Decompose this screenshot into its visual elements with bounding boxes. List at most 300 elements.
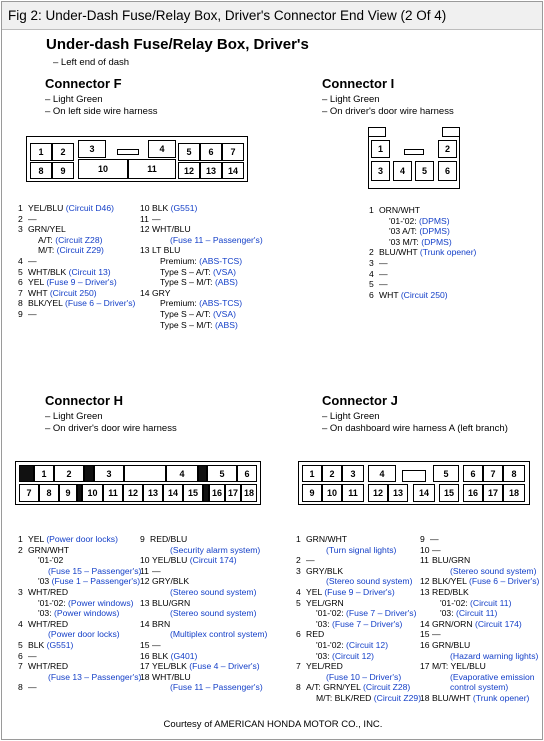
- cavity-h4: 4: [166, 465, 198, 482]
- wire-color: BLK: [152, 203, 171, 213]
- cavity-h14: 14: [163, 484, 183, 502]
- pin-row: [140, 651, 267, 662]
- pin-row: [140, 661, 267, 672]
- pin-row: [296, 598, 421, 609]
- pin-row: [420, 629, 539, 640]
- pin-number: 13: [140, 597, 150, 608]
- cavity-f6: 6: [200, 143, 222, 161]
- circuit-link[interactable]: (Security alarm system): [170, 544, 261, 555]
- pin-row: [140, 277, 263, 288]
- pin-row: [140, 587, 267, 598]
- wire-color: YEL: [306, 586, 325, 597]
- wire-color: —: [28, 255, 37, 266]
- pin-number: 9: [420, 534, 425, 544]
- connector-j-pinout-left: [296, 534, 421, 704]
- cavity-i5: 5: [415, 161, 434, 181]
- wire-color: BLK: [28, 639, 47, 650]
- wire-color: WHT/RED: [28, 661, 69, 672]
- pin-row: [140, 203, 263, 214]
- cavity-h5: 5: [207, 465, 237, 482]
- circuit-link[interactable]: (Fuse 6 – Driver's): [64, 298, 136, 309]
- pin-row: [296, 619, 421, 630]
- cavity-j8: 8: [503, 465, 525, 482]
- credit-line: Courtesy of AMERICAN HONDA MOTOR CO., INC.: [163, 719, 383, 730]
- note-line: – On dashboard wire harness A (left branch): [322, 422, 508, 434]
- pin-number: 5: [369, 279, 374, 290]
- connector-h-pinout-left: [18, 534, 141, 693]
- circuit-link[interactable]: (Circuit 12): [346, 639, 389, 650]
- circuit-link[interactable]: (Fuse 9 – Driver's): [324, 586, 395, 597]
- circuit-link[interactable]: (Circuit Z28): [363, 682, 411, 693]
- circuit-link[interactable]: (Fuse 13 – Passenger's): [48, 671, 142, 682]
- pin-row: [18, 288, 135, 299]
- wire-color: [150, 587, 160, 597]
- cavity-h7: 7: [19, 484, 39, 502]
- cavity-j3: 3: [342, 465, 364, 482]
- pin-row: [420, 545, 539, 556]
- page-heading: Under-dash Fuse/Relay Box, Driver's: [46, 36, 309, 53]
- wire-color: —: [379, 279, 388, 290]
- pin-row: [296, 534, 421, 545]
- circuit-link[interactable]: (DPMS): [421, 236, 452, 247]
- circuit-link[interactable]: (Circuit 11): [470, 597, 512, 608]
- wire-color: '03:: [440, 608, 456, 619]
- wire-color: [306, 672, 316, 682]
- pin-row: [18, 661, 141, 672]
- wire-color: GRN/WHT: [306, 534, 348, 544]
- connector-j-notes: [322, 411, 508, 434]
- cavity-h10: 10: [82, 484, 103, 502]
- pin-row: [369, 237, 476, 248]
- wire-color: —: [28, 213, 37, 224]
- circuit-link[interactable]: (Hazard warning lights): [450, 650, 539, 661]
- circuit-link[interactable]: (Fuse 7 – Driver's): [346, 608, 417, 619]
- pin-number: 3: [296, 565, 301, 576]
- circuit-link[interactable]: (Multiplex control system): [170, 629, 268, 640]
- circuit-link[interactable]: (Circuit 13): [68, 266, 111, 277]
- pin-number: 5: [296, 597, 301, 608]
- pin-number: 12: [140, 576, 150, 587]
- pin-row: [18, 256, 135, 267]
- wire-color: M/T:: [38, 245, 57, 256]
- wire-color: [28, 672, 38, 682]
- pin-row: [420, 619, 539, 630]
- connector-j-pinout-right: [420, 534, 539, 704]
- pin-number: 9: [140, 534, 145, 544]
- wire-color: '03:: [38, 608, 54, 619]
- pin-row: [18, 277, 135, 288]
- circuit-link[interactable]: (Trunk opener): [419, 247, 477, 258]
- wire-color: —: [152, 639, 161, 650]
- pin-number: 1: [296, 534, 301, 544]
- cavity-h16: 16: [209, 484, 225, 502]
- circuit-link[interactable]: control system): [450, 682, 509, 693]
- cavity-h17: 17: [225, 484, 241, 502]
- pin-row: [296, 608, 421, 619]
- figure-title: Fig 2: Under-Dash Fuse/Relay Box, Driver's Connector End View (2 Of 4): [2, 2, 542, 30]
- cavity-h3: 3: [94, 465, 124, 482]
- pin-row: [18, 235, 135, 246]
- cavity-h15: 15: [183, 484, 203, 502]
- wire-color: Premium:: [160, 298, 200, 309]
- circuit-link[interactable]: (Circuit 250): [400, 289, 448, 300]
- pin-row: [18, 651, 141, 662]
- cavity-j18: 18: [503, 484, 525, 502]
- pin-row: [420, 555, 539, 566]
- pin-row: [18, 640, 141, 651]
- wire-color: —: [430, 534, 439, 544]
- wire-color: '03:: [316, 650, 332, 661]
- circuit-link[interactable]: (Evaporative emission: [450, 671, 535, 682]
- wire-color: GRN/BLU: [432, 639, 471, 650]
- circuit-link[interactable]: (Circuit 11): [455, 608, 498, 619]
- pin-row: [296, 545, 421, 556]
- pin-row: [140, 672, 267, 683]
- pin-row: [420, 672, 539, 683]
- cavity-f1: 1: [30, 143, 52, 161]
- circuit-link[interactable]: (Stereo sound system): [450, 565, 537, 576]
- pin-row: [18, 566, 141, 577]
- pin-row: [140, 298, 263, 309]
- cavity-f5: 5: [178, 143, 200, 161]
- circuit-link[interactable]: (Stereo sound system): [170, 586, 257, 597]
- circuit-link[interactable]: (Stereo sound system): [326, 576, 413, 587]
- cavity-i6: 6: [438, 161, 457, 181]
- wire-color: —: [379, 268, 388, 279]
- cavity-i3: 3: [371, 161, 390, 181]
- pin-row: [296, 682, 421, 693]
- pin-row: [296, 555, 421, 566]
- wire-color: —: [152, 565, 161, 576]
- wire-color: BLU/WHT: [379, 247, 420, 258]
- circuit-link[interactable]: (Fuse 9 – Driver's): [46, 277, 117, 288]
- pin-row: [18, 672, 141, 683]
- pin-row: [18, 224, 135, 235]
- pin-row: [296, 566, 421, 577]
- cavity-j6: 6: [463, 465, 483, 482]
- pin-row: [140, 320, 263, 331]
- wire-color: [150, 235, 160, 245]
- connector-j-title: Connector J: [322, 393, 398, 408]
- circuit-link[interactable]: (G401): [170, 650, 198, 661]
- cavity-f10: 10: [78, 159, 128, 179]
- wire-color: Type S – A/T:: [160, 266, 214, 277]
- circuit-link[interactable]: (G551): [46, 639, 74, 650]
- wire-color: '01-'02:: [38, 597, 69, 608]
- wire-color: Type S – M/T:: [160, 277, 215, 288]
- wire-color: RED: [306, 629, 325, 640]
- wire-color: [28, 629, 38, 639]
- pin-number: 18: [420, 692, 430, 703]
- pin-row: [296, 672, 421, 683]
- wire-color: RED/BLK: [432, 586, 469, 597]
- wire-color: —: [152, 213, 161, 224]
- connector-f-notes: [45, 94, 157, 117]
- wire-color: YEL/RED: [306, 661, 343, 672]
- pin-row: [140, 534, 267, 545]
- circuit-link[interactable]: (DPMS): [419, 215, 450, 226]
- circuit-link[interactable]: (VSA): [213, 266, 236, 277]
- circuit-link[interactable]: (Fuse 10 – Driver's): [326, 671, 402, 682]
- wire-color: BRN: [152, 618, 171, 629]
- pin-row: [140, 566, 267, 577]
- cavity-h1: 1: [34, 465, 54, 482]
- pin-row: [140, 598, 267, 609]
- circuit-link[interactable]: (Circuit Z29): [56, 245, 104, 256]
- circuit-link[interactable]: (ABS-TCS): [199, 255, 243, 266]
- pin-row: [420, 576, 539, 587]
- cavity-h8: 8: [39, 484, 59, 502]
- pin-row: [296, 629, 421, 640]
- cavity-j2: 2: [322, 465, 342, 482]
- cavity-f7: 7: [222, 143, 244, 161]
- pin-row: [140, 619, 267, 630]
- pin-number: 8: [296, 682, 301, 693]
- pin-row: [296, 640, 421, 651]
- pin-row: [140, 629, 267, 640]
- wire-color: GRN/WHT: [28, 544, 70, 555]
- pin-row: [369, 258, 476, 269]
- pin-number: 6: [296, 629, 301, 640]
- latch-tab: [402, 470, 426, 482]
- wire-color: —: [28, 308, 37, 319]
- cavity-j5: 5: [433, 465, 459, 482]
- pin-number: 13: [140, 245, 150, 256]
- connector-f-title: Connector F: [45, 76, 122, 91]
- pin-number: 14: [140, 618, 150, 629]
- wire-color: —: [306, 555, 315, 566]
- circuit-link[interactable]: (Fuse 6 – Driver's): [468, 576, 540, 587]
- pin-row: [420, 693, 539, 704]
- circuit-link[interactable]: (ABS-TCS): [199, 298, 243, 309]
- pin-row: [18, 608, 141, 619]
- pin-row: [420, 661, 539, 672]
- cavity-j17: 17: [483, 484, 503, 502]
- page-subheading: – Left end of dash: [53, 57, 130, 68]
- circuit-link[interactable]: (Power windows): [53, 608, 120, 619]
- circuit-link[interactable]: (DPMS): [419, 226, 450, 237]
- circuit-link[interactable]: (Circuit Z29): [373, 692, 422, 703]
- wire-color: BLU/GRN: [152, 597, 191, 608]
- connector-j-face: [298, 461, 530, 505]
- wire-color: —: [432, 544, 441, 555]
- wire-color: GRY/BLK: [306, 565, 344, 576]
- pin-row: [369, 216, 476, 227]
- pin-number: 4: [18, 255, 23, 266]
- cavity-f13: 13: [200, 162, 222, 179]
- cavity-j15: 15: [439, 484, 459, 502]
- cavity-h18: 18: [241, 484, 257, 502]
- wire-color: BLU/GRN: [432, 555, 471, 566]
- wire-color: A/T:: [38, 234, 56, 245]
- wire-color: GRY/BLK: [152, 576, 190, 587]
- wire-color: [306, 545, 316, 555]
- pin-number: 2: [18, 213, 23, 224]
- pin-number: 15: [420, 629, 430, 640]
- wire-color: '01-'02:: [316, 608, 347, 619]
- cavity-j12: 12: [368, 484, 388, 502]
- pin-row: [18, 619, 141, 630]
- pin-row: [18, 267, 135, 278]
- wire-color: YEL/BLU: [28, 203, 66, 213]
- wire-color: BLU/WHT: [432, 692, 473, 703]
- wire-color: WHT: [28, 287, 50, 298]
- circuit-link[interactable]: (Trunk opener): [472, 692, 530, 703]
- wire-color: '01-'02:: [316, 639, 347, 650]
- blocked-cavity: [19, 465, 34, 482]
- pin-row: [140, 682, 267, 693]
- pin-number: 2: [18, 544, 23, 555]
- pin-row: [420, 566, 539, 577]
- circuit-link[interactable]: (Circuit D46): [65, 203, 114, 213]
- circuit-link[interactable]: (Circuit 12): [331, 650, 375, 661]
- pin-row: [140, 608, 267, 619]
- pin-row: [140, 267, 263, 278]
- cavity-f11: 11: [128, 159, 176, 179]
- pin-row: [18, 576, 141, 587]
- wire-color: BLK/YEL: [28, 298, 65, 309]
- pin-number: 14: [420, 618, 430, 629]
- circuit-link[interactable]: (Fuse 11 – Passenger's): [170, 234, 263, 245]
- blocked-cavity: [198, 465, 207, 482]
- note-line: – Light Green: [45, 411, 103, 422]
- connector-i-face: [368, 127, 460, 189]
- circuit-link[interactable]: (Fuse 1 – Passenger's): [51, 576, 141, 587]
- wire-color: LT BLU: [152, 245, 181, 256]
- pin-number: 12: [140, 224, 150, 235]
- circuit-link[interactable]: (Power door locks): [48, 629, 120, 640]
- circuit-link[interactable]: (G551): [170, 203, 198, 213]
- pin-number: 10: [420, 544, 430, 555]
- cavity-f3: 3: [78, 140, 106, 158]
- pin-row: [420, 587, 539, 598]
- pin-row: [420, 640, 539, 651]
- pin-number: 7: [296, 661, 301, 672]
- pin-number: 16: [420, 639, 430, 650]
- wire-color: [430, 682, 440, 692]
- cavity-f14: 14: [222, 162, 244, 179]
- pin-row: [18, 598, 141, 609]
- pin-number: 17: [420, 661, 430, 672]
- cavity-j14: 14: [413, 484, 435, 502]
- pin-number: 3: [369, 257, 374, 268]
- pin-number: 11: [420, 555, 429, 566]
- cavity-h2: 2: [54, 465, 84, 482]
- pin-number: 6: [369, 289, 374, 300]
- note-line: – Light Green: [45, 94, 103, 105]
- circuit-link[interactable]: (Circuit 174): [474, 618, 522, 629]
- cavity-j16: 16: [463, 484, 483, 502]
- pin-row: [140, 224, 263, 235]
- wire-color: '03: [38, 576, 52, 587]
- wire-color: —: [28, 682, 37, 693]
- pin-number: 17: [140, 661, 150, 672]
- cavity-h9: 9: [59, 484, 77, 502]
- wire-color: —: [28, 650, 37, 661]
- pin-number: 8: [18, 298, 23, 309]
- wire-color: YEL/BLK: [152, 661, 190, 672]
- pin-number: 10: [140, 203, 150, 213]
- pin-number: 14: [140, 287, 150, 298]
- connector-f-pinout-left: [18, 203, 135, 320]
- wire-color: [150, 608, 160, 618]
- pin-number: 2: [296, 555, 301, 566]
- pin-number: 7: [18, 661, 23, 672]
- circuit-link[interactable]: (Power windows): [68, 597, 134, 608]
- pin-number: 3: [18, 224, 23, 235]
- circuit-link[interactable]: (ABS): [214, 319, 238, 330]
- cavity-f4: 4: [148, 140, 176, 158]
- pin-number: 5: [18, 266, 23, 277]
- cavity-j10: 10: [322, 484, 342, 502]
- pin-row: [18, 629, 141, 640]
- cavity-f2: 2: [52, 143, 74, 161]
- wire-color: —: [432, 629, 441, 640]
- connector-f-pinout-right: [140, 203, 263, 330]
- wire-color: '01-'02:: [440, 597, 471, 608]
- cavity-j4: 4: [368, 465, 396, 482]
- circuit-link[interactable]: (Fuse 7 – Driver's): [331, 618, 403, 629]
- pin-row: [369, 226, 476, 237]
- connector-h-title: Connector H: [45, 393, 123, 408]
- connector-i-notes: [322, 94, 454, 117]
- pin-row: [369, 247, 476, 258]
- circuit-link[interactable]: (Fuse 11 – Passenger's): [170, 682, 263, 693]
- circuit-link[interactable]: (Circuit 250): [49, 287, 97, 298]
- empty-cavity: [124, 465, 166, 482]
- pin-row: [369, 205, 476, 216]
- cavity-j7: 7: [483, 465, 503, 482]
- wire-color: [306, 576, 316, 586]
- wire-color: Premium:: [160, 255, 200, 266]
- wire-color: GRN/ORN: [432, 618, 475, 629]
- cavity-i4: 4: [393, 161, 412, 181]
- cavity-h11: 11: [103, 484, 123, 502]
- circuit-link[interactable]: (ABS): [214, 277, 238, 288]
- wire-color: YEL/BLU: [152, 555, 190, 566]
- wire-color: WHT/BLK: [28, 266, 69, 277]
- circuit-link[interactable]: (Fuse 4 – Driver's): [189, 661, 260, 672]
- circuit-link[interactable]: (VSA): [213, 308, 236, 319]
- circuit-link[interactable]: (Fuse 15 – Passenger's): [48, 565, 142, 576]
- wire-color: BLK/YEL: [432, 576, 469, 587]
- pin-row: [18, 214, 135, 225]
- circuit-link[interactable]: (Circuit 174): [189, 555, 237, 566]
- pin-row: [140, 214, 263, 225]
- pin-number: 12: [420, 576, 430, 587]
- wire-color: [150, 545, 160, 555]
- circuit-link[interactable]: (Power door locks): [46, 534, 118, 544]
- pin-number: 9: [18, 308, 23, 319]
- wire-color: Type S – A/T:: [160, 308, 214, 319]
- wire-color: A/T: GRN/YEL: [306, 682, 363, 693]
- circuit-link[interactable]: (Turn signal lights): [326, 544, 397, 555]
- cavity-h6: 6: [237, 465, 257, 482]
- circuit-link[interactable]: (Stereo sound system): [170, 608, 257, 619]
- pin-row: [18, 682, 141, 693]
- cavity-j9: 9: [302, 484, 322, 502]
- pin-row: [369, 269, 476, 280]
- circuit-link[interactable]: (Circuit Z28): [55, 234, 103, 245]
- cavity-i1: 1: [371, 140, 390, 158]
- cavity-j13: 13: [388, 484, 408, 502]
- wire-color: YEL/GRN: [306, 597, 344, 608]
- connector-i-pinout: [369, 205, 476, 300]
- wire-color: Type S – M/T:: [160, 319, 215, 330]
- pin-number: 10: [140, 555, 150, 566]
- corner-tab: [368, 127, 386, 137]
- pin-row: [420, 682, 539, 693]
